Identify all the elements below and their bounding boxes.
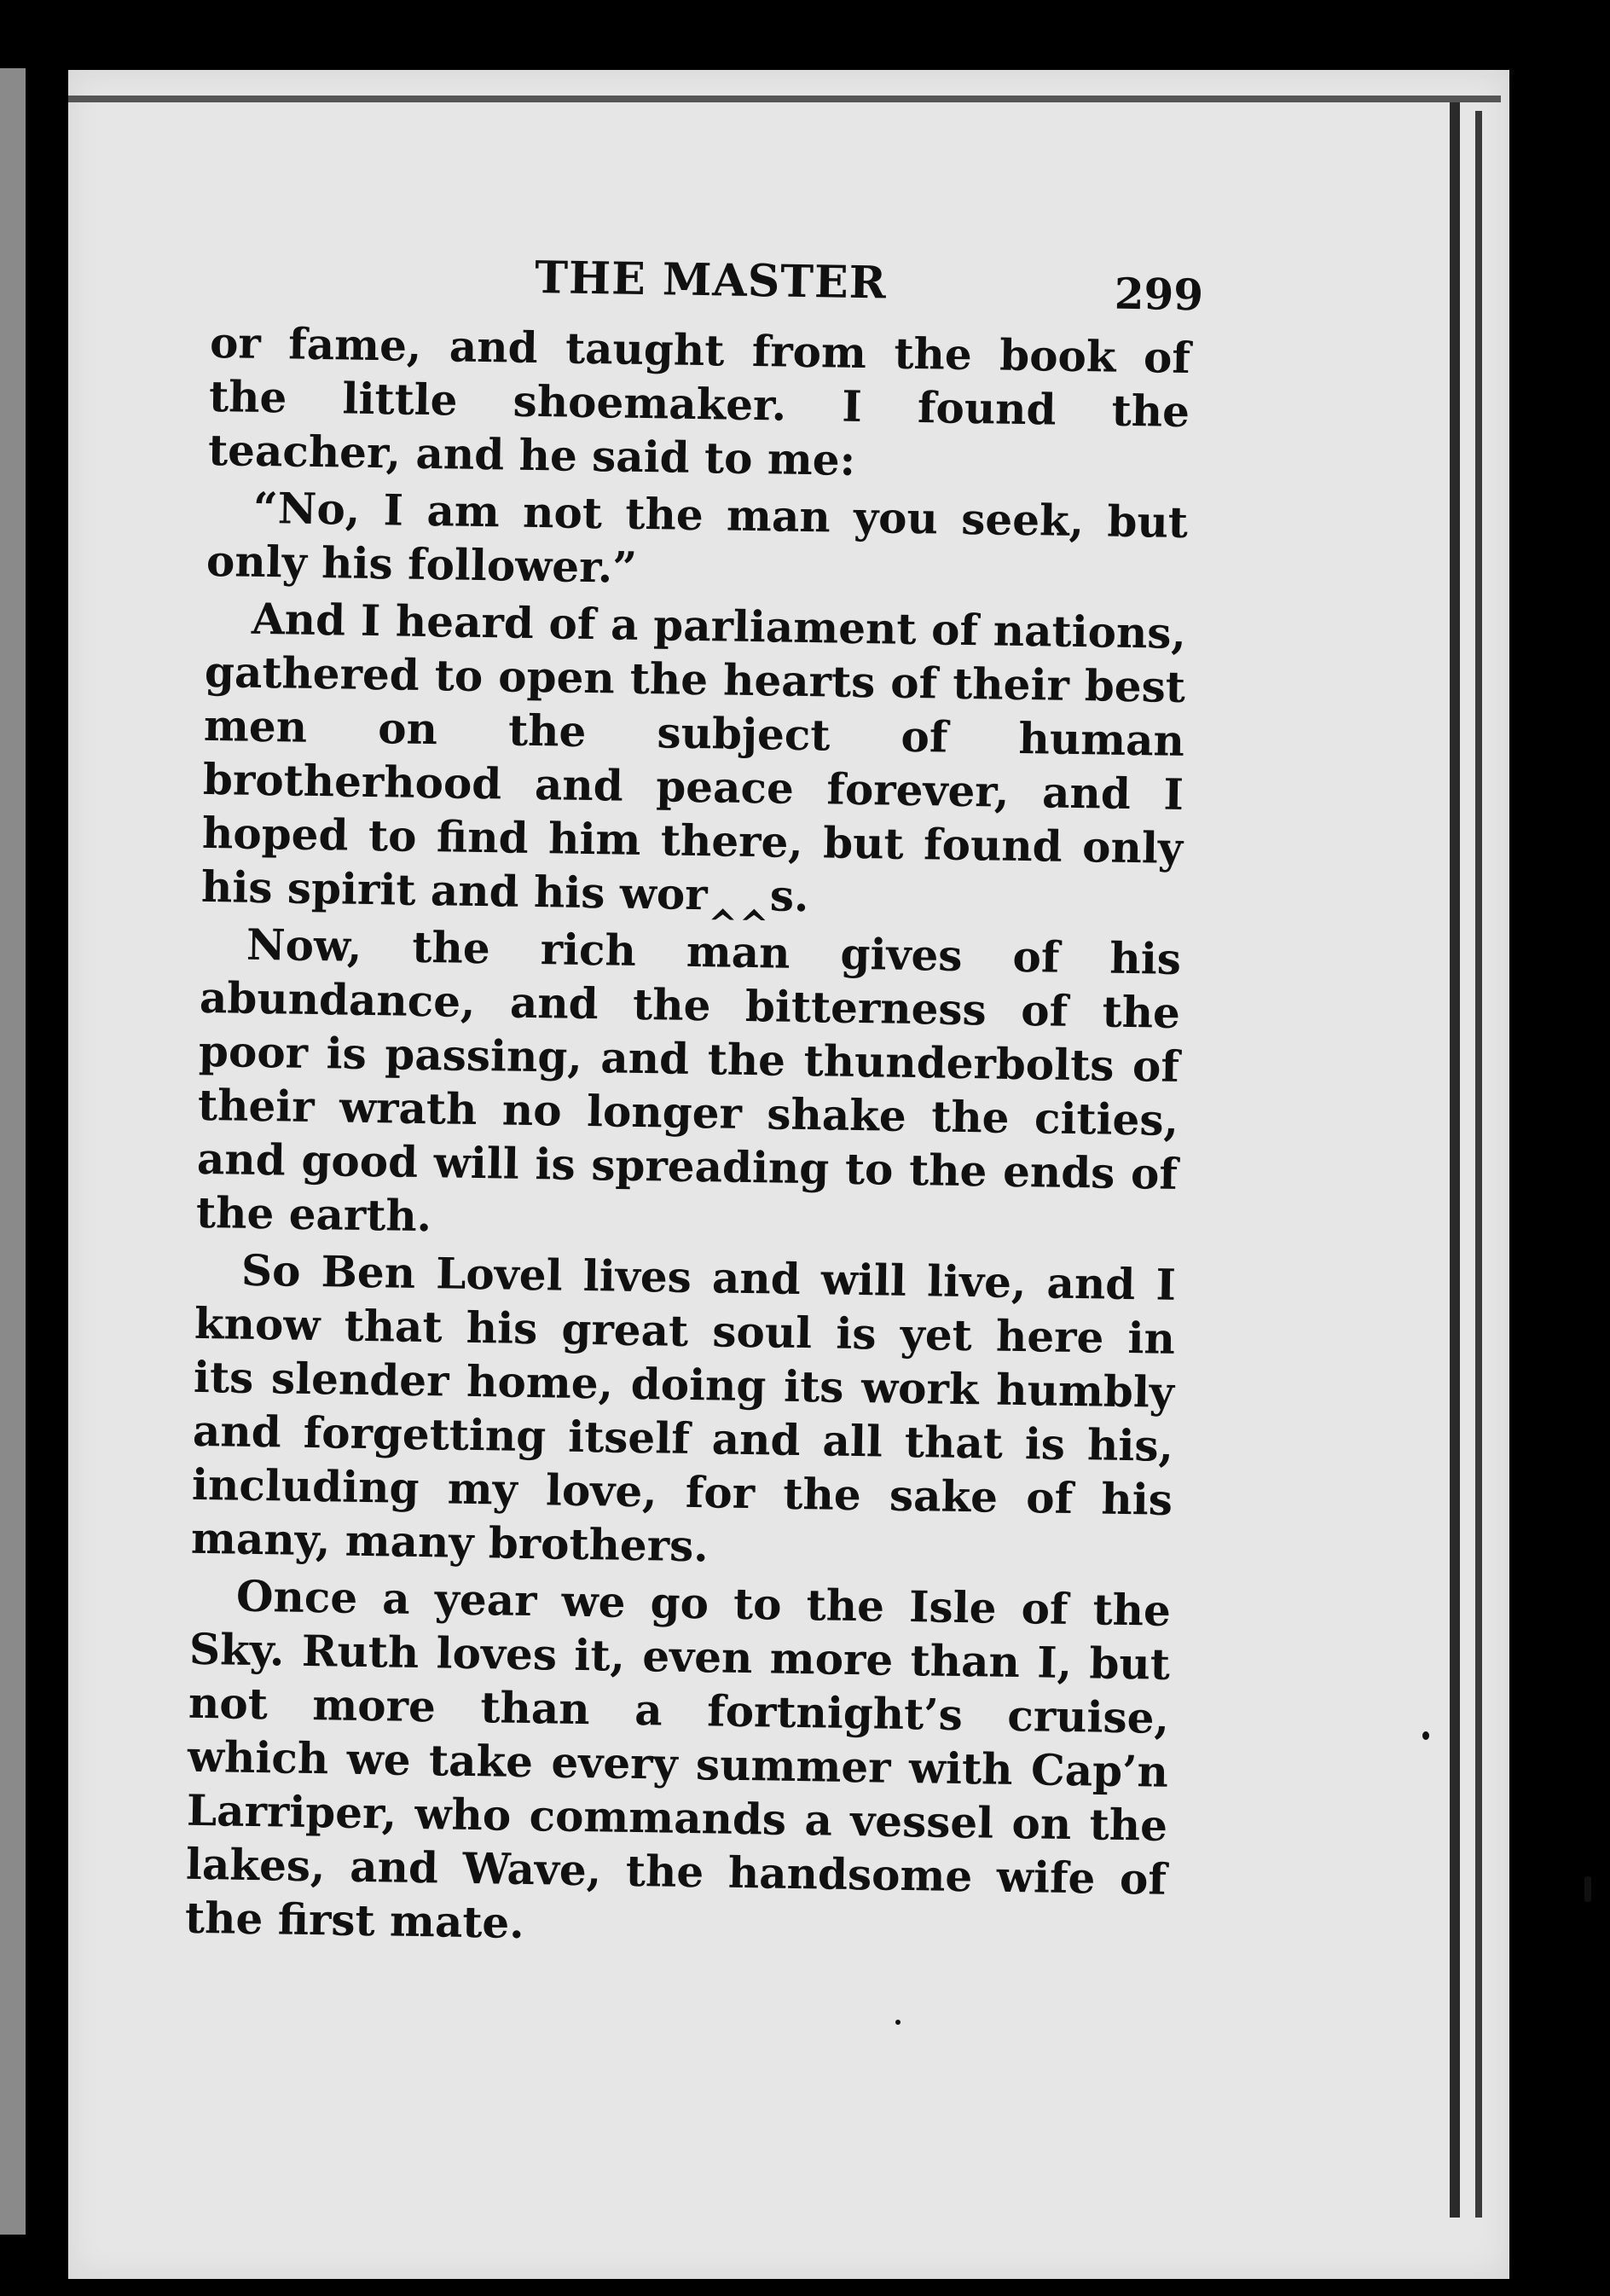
- paragraph: Now, the rich man gives of his abundance, and the bitterness of the poor is passing, and the thunderbolts of their wrath no longer shake the cities, and good will is spreading to the ends of the earth.: [195, 919, 1182, 1242]
- page-border-top: [68, 96, 1501, 102]
- paragraph: or fame, and taught from the book of the little shoemaker. I found the teacher, and he said to me:: [207, 316, 1191, 485]
- paragraph: So Ben Lovel lives and will live, and I know that his great soul is yet here in its slender home, doing its work humbly and forgetting itself and all that is his, including my love, for the sake of his many, many brothers.: [190, 1244, 1177, 1572]
- page-border-right: [1450, 102, 1460, 2218]
- running-head: THE MASTER: [534, 251, 888, 310]
- dust-speck: [895, 2020, 901, 2025]
- facing-page-edge: [0, 68, 26, 2235]
- page-text: [184, 239, 1204, 1963]
- paragraph: “No, I am not the man you seek, but only his follower.”: [206, 482, 1189, 593]
- page-border-right-outer: [1475, 111, 1482, 2218]
- paragraph: Once a year we go to the Isle of the Sky. Ruth loves it, even more than I, but not more than a fortnight’s cruise, which we take every summer with Cap’n Larriper, who commands a vessel on the lakes, and Wave, the handsome wife of the first mate.: [184, 1570, 1172, 1948]
- page-header: [211, 239, 1204, 331]
- dust-speck: [1584, 1876, 1591, 1902]
- page-number: 299: [1114, 268, 1204, 321]
- paragraph: And I heard of a parliament of nations, gathered to open the hearts of their best men on the subject of human brotherhood and peace forever, and I hoped to find him there, but found only his spirit and his wor‸‸s.: [200, 593, 1187, 922]
- dust-speck: [1422, 1731, 1429, 1740]
